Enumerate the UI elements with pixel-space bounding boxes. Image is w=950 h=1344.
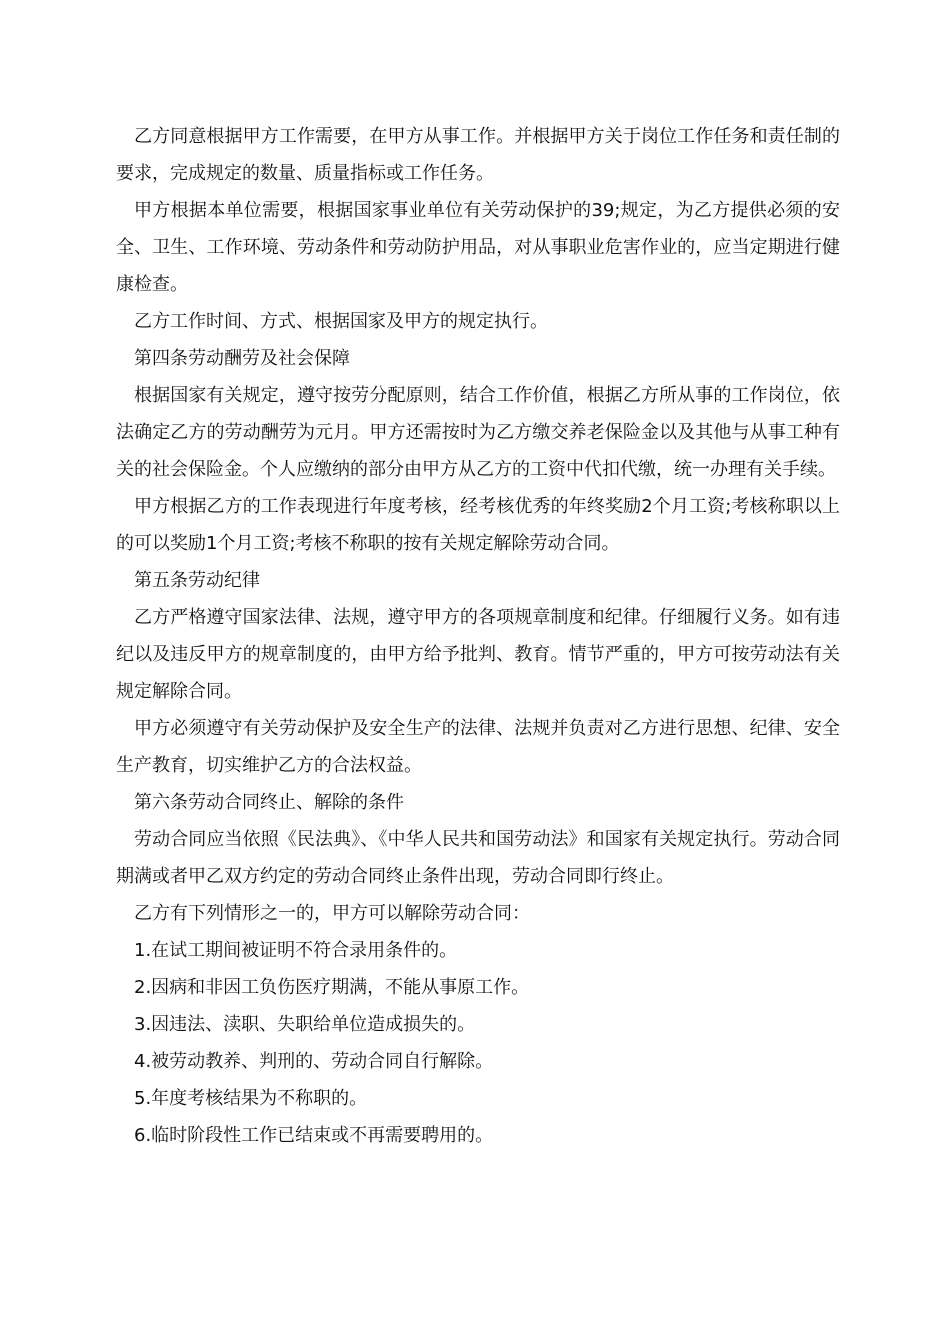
paragraph-6: 甲方根据乙方的工作表现进行年度考核，经考核优秀的年终奖励2个月工资;考核称职以上的可以奖励1个月工资;考核不称职的按有关规定解除劳动合同。 — [116, 496, 840, 554]
paragraph-12: 乙方有下列情形之一的，甲方可以解除劳动合同： — [134, 903, 530, 924]
list-item-1: 1.在试工期间被证明不符合录用条件的。 — [134, 940, 458, 961]
document-body — [116, 118, 840, 1154]
list-item-5: 5.年度考核结果为不称职的。 — [134, 1088, 368, 1109]
section-heading-4: 第四条劳动酬劳及社会保障 — [134, 348, 350, 369]
paragraph-3: 乙方工作时间、方式、根据国家及甲方的规定执行。 — [134, 311, 548, 332]
paragraph-1: 乙方同意根据甲方工作需要，在甲方从事工作。并根据甲方关于岗位工作任务和责任制的要求，完成规定的数量、质量指标或工作任务。 — [116, 126, 840, 184]
paragraph-5: 根据国家有关规定，遵守按劳分配原则，结合工作价值，根据乙方所从事的工作岗位，依法确定乙方的劳动酬劳为元月。甲方还需按时为乙方缴交养老保险金以及其他与从事工种有关的社会保险金。个人应缴纳的部分由甲方从乙方的工资中代扣代缴，统一办理有关手续。 — [116, 385, 840, 480]
paragraph-8: 乙方严格遵守国家法律、法规，遵守甲方的各项规章制度和纪律。仔细履行义务。如有违纪以及违反甲方的规章制度的，由甲方给予批判、教育。情节严重的，甲方可按劳动法有关规定解除合同。 — [116, 607, 840, 702]
paragraph-2: 甲方根据本单位需要，根据国家事业单位有关劳动保护的39;规定，为乙方提供必须的安全、卫生、工作环境、劳动条件和劳动防护用品，对从事职业危害作业的，应当定期进行健康检查。 — [116, 200, 840, 295]
list-item-2: 2.因病和非因工负伤医疗期满，不能从事原工作。 — [134, 977, 530, 998]
list-item-4: 4.被劳动教养、判刑的、劳动合同自行解除。 — [134, 1051, 494, 1072]
section-heading-5: 第五条劳动纪律 — [134, 570, 260, 591]
paragraph-9: 甲方必须遵守有关劳动保护及安全生产的法律、法规并负责对乙方进行思想、纪律、安全生产教育，切实维护乙方的合法权益。 — [116, 718, 840, 776]
section-heading-6: 第六条劳动合同终止、解除的条件 — [134, 792, 404, 813]
paragraph-11: 劳动合同应当依照《民法典》、《中华人民共和国劳动法》和国家有关规定执行。劳动合同期满或者甲乙双方约定的劳动合同终止条件出现，劳动合同即行终止。 — [116, 829, 840, 887]
list-item-3: 3.因违法、渎职、失职给单位造成损失的。 — [134, 1014, 476, 1035]
list-item-6: 6.临时阶段性工作已结束或不再需要聘用的。 — [134, 1125, 494, 1146]
